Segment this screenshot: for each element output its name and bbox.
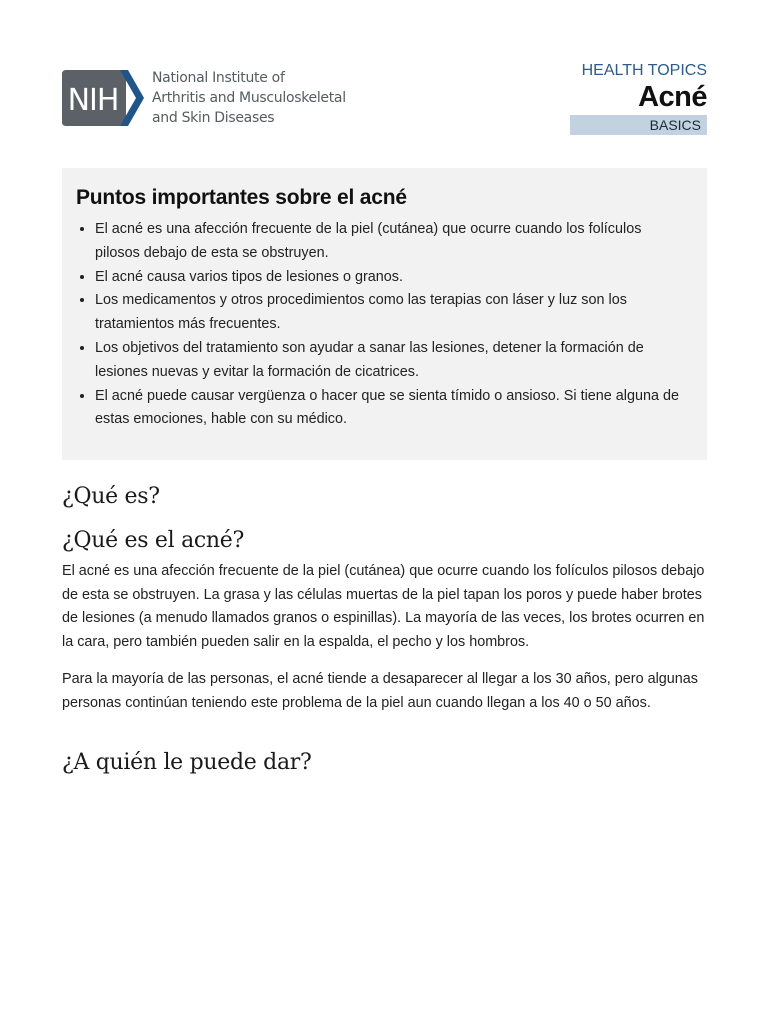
key-point-item: • El acné causa varios tipos de lesiones o granos. <box>95 266 687 290</box>
key-points-box <box>62 168 707 460</box>
key-points-title: Puntos importantes sobre el acné <box>76 186 407 209</box>
nih-logo-mark-text: NIH <box>67 83 119 118</box>
page-header <box>62 62 707 137</box>
sub-heading: ¿Qué es el acné? <box>62 528 244 553</box>
paragraph-1: El acné es una afección frecuente de la piel (cutánea) que ocurre cuando los folículos pilosos debajo de esta se obstruyen. La grasa y las células muertas de la piel tapan los poros y puede haber brotes de lesiones (a menudo llamados granos o espinillas). La mayoría de las veces, los brotes ocurren en la cara, pero también pueden salir en la espalda, el pecho y los hombros. <box>62 563 705 650</box>
key-points-list <box>76 218 687 432</box>
section-heading: ¿Qué es? <box>62 484 160 509</box>
key-point-item: • Los medicamentos y otros procedimientos como las terapias con láser y luz son los tratamientos más frecuentes. <box>95 289 687 337</box>
nih-logo-mark-icon <box>62 70 144 126</box>
key-point-item: • El acné es una afección frecuente de la piel (cutánea) que ocurre cuando los folículos pilosos debajo de esta se obstruyen. <box>95 218 687 266</box>
next-section-heading: ¿A quién le puede dar? <box>62 749 312 775</box>
topic-title: Acné <box>638 81 707 113</box>
topic-kicker: HEALTH TOPICS <box>581 62 707 79</box>
topic-block <box>567 62 707 135</box>
key-point-item: • Los objetivos del tratamiento son ayudar a sanar las lesiones, detener la formación de lesiones nuevas y evitar la formación de cicatrices. <box>95 337 687 385</box>
main-content <box>62 480 707 780</box>
paragraph-2: Para la mayoría de las personas, el acné tiende a desaparecer al llegar a los 30 años, pero algunas personas continúan teniendo este problema de la piel aun cuando llegan a los 40 o 50 años. <box>62 671 698 711</box>
institute-name <box>152 68 346 128</box>
institute-name-line-3: and Skin Diseases <box>152 110 275 126</box>
institute-name-line-1: National Institute of <box>152 70 285 86</box>
key-point-item: • El acné puede causar vergüenza o hacer que se sienta tímido o ansioso. Si tiene alguna de estas emociones, hable con su médico. <box>95 385 687 433</box>
topic-badge: BASICS <box>570 115 707 135</box>
institute-name-line-2: Arthritis and Musculoskeletal <box>152 90 346 106</box>
nih-logo[interactable] <box>62 68 346 128</box>
